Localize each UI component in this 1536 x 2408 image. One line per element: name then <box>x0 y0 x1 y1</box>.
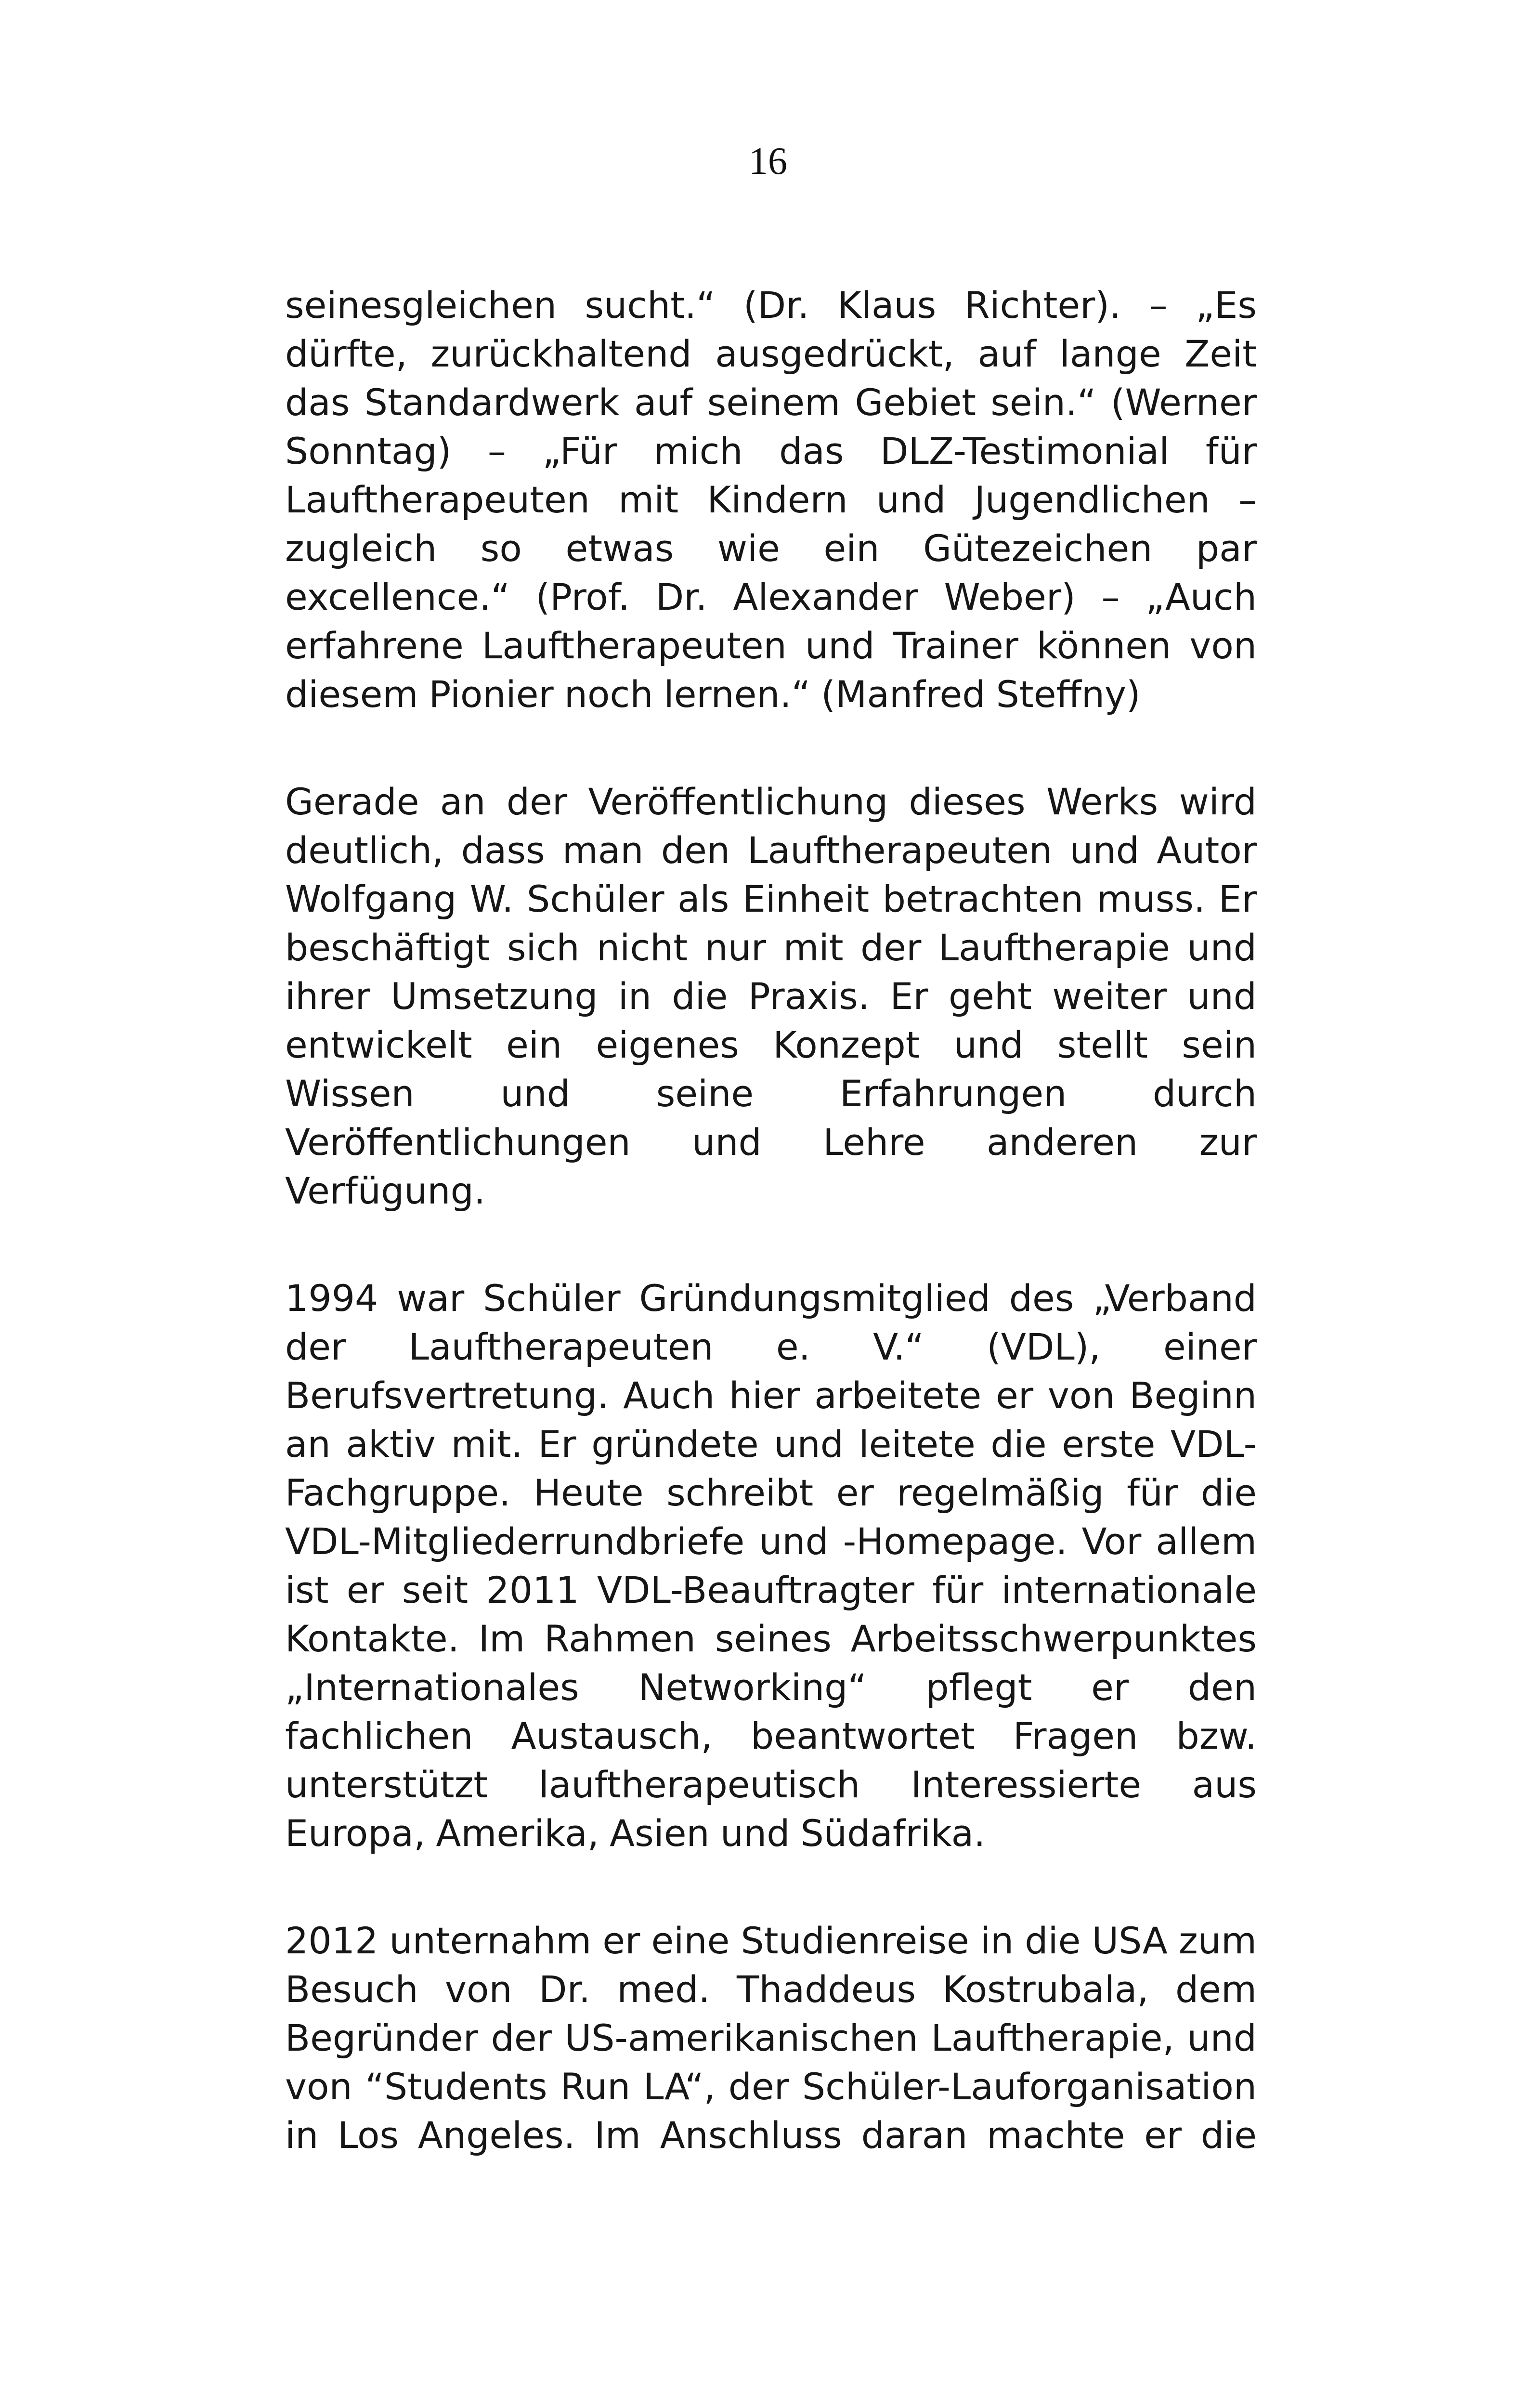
paragraph-vdl: 1994 war Schüler Gründungsmitglied des „Verband der Lauftherapeuten e. V.“ (VDL), einer Berufsvertretung. Auch hier arbeitete er von Beginn an aktiv mit. Er gründete und leitete die erste VDL-Fachgruppe. Heute schreibt er regelmäßig für die VDL-Mitgliederrundbriefe und -Homepage. Vor allem ist er seit 2011 VDL-Beauftragter für internationale Kontakte. Im Rahmen seines Arbeitsschwerpunktes „Internationales Networking“ pflegt er den fachlichen Austausch, beantwortet Fragen bzw. unterstützt lauftherapeutisch Interessierte aus Europa, Amerika, Asien und Südafrika. <box>285 1277 1257 1855</box>
body-text <box>285 281 1257 2159</box>
paragraph-study-trip: 2012 unternahm er eine Studienreise in die USA zum Besuch von Dr. med. Thaddeus Kostrubala, dem Begründer der US-amerikanischen Lauftherapie, und von “Students Run LA“, der Schüler-Lauforganisation in Los Angeles. Im Anschluss daran machte er die <box>285 1919 1257 2157</box>
paragraph-publication: Gerade an der Veröffentlichung dieses Werks wird deutlich, dass man den Lauftherapeuten und Autor Wolfgang W. Schüler als Einheit betrachten muss. Er beschäftigt sich nicht nur mit der Lauftherapie und ihrer Umsetzung in die Praxis. Er geht weiter und entwickelt ein eigenes Konzept und stellt sein Wissen und seine Erfahrungen durch Veröffentlichungen und Lehre anderen zur Verfügung. <box>285 780 1257 1212</box>
paragraph-quotes: seinesgleichen sucht.“ (Dr. Klaus Richter). – „Es dürfte, zurückhaltend ausgedrückt, auf lange Zeit das Standardwerk auf seinem Gebiet sein.“ (Werner Sonntag) – „Für mich das DLZ-Testimonial für Lauftherapeuten mit Kindern und Jugendlichen – zugleich so etwas wie ein Gütezeichen par excellence.“ (Prof. Dr. Alexander Weber) – „Auch erfahrene Lauftherapeuten und Trainer können von diesem Pionier noch lernen.“ (Manfred Steffny) <box>285 284 1257 716</box>
page-number: 16 <box>749 140 787 183</box>
